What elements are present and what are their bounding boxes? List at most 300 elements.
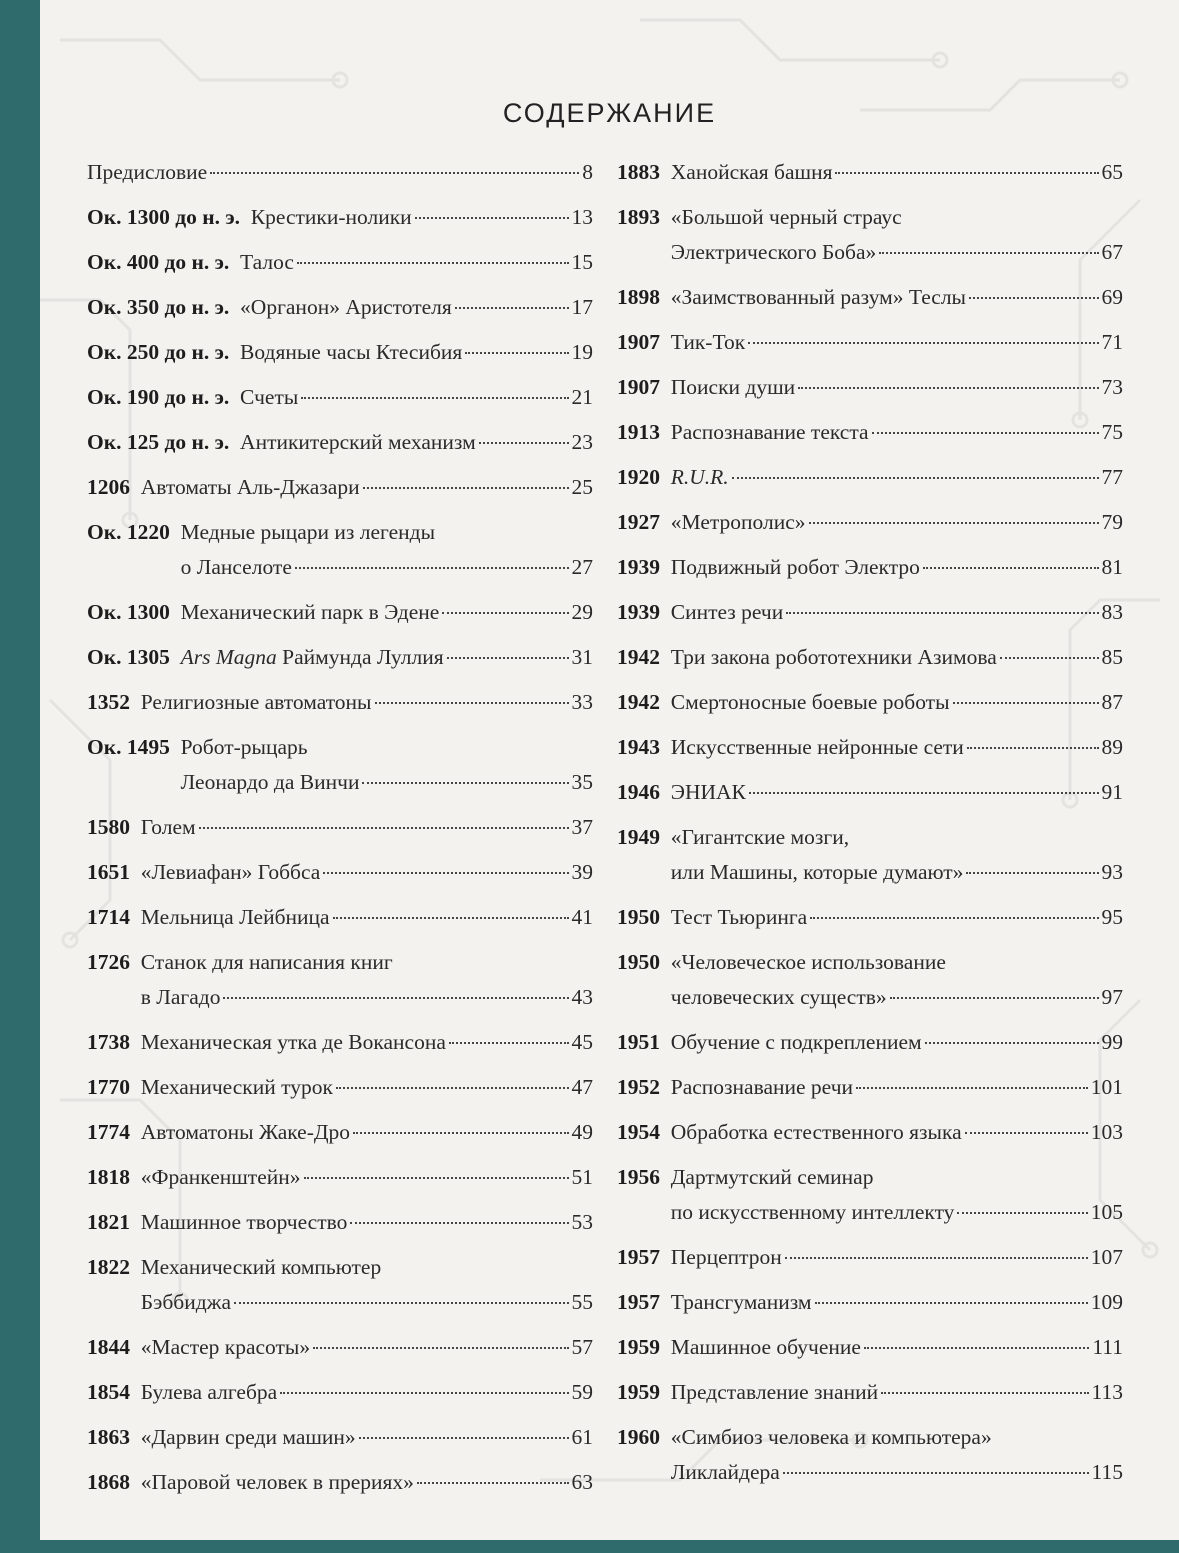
toc-entry [617,725,1123,770]
toc-entry-year: Ок. 400 до н. э. [87,250,230,274]
dot-leader [301,397,568,399]
toc-entry-year: 1942 [617,645,660,669]
toc-entry-page-number[interactable]: 97 [1101,985,1123,1009]
toc-entry-year: 1844 [87,1335,130,1359]
toc-entry [87,895,593,940]
toc-entry-line [87,805,593,850]
toc-entry-page-number[interactable]: 47 [571,1075,593,1099]
toc-entry [87,1460,593,1505]
toc-entry-page-number[interactable]: 15 [571,250,593,274]
dot-leader [479,442,569,444]
toc-entry-line [617,500,1123,545]
toc-entry-page-number[interactable]: 71 [1101,330,1123,354]
dot-leader [1000,657,1099,659]
toc-entry-page-number[interactable]: 103 [1090,1120,1123,1144]
toc-entry-title: Поиски души [670,375,796,399]
toc-entry-title: Ars Magna Раймунда Луллия [180,645,444,669]
toc-entry-line [87,550,593,585]
toc-entry [87,1415,593,1460]
toc-entry-page-number[interactable]: 111 [1092,1335,1123,1359]
toc-entry-line [617,1370,1123,1415]
toc-entry-page-number[interactable]: 45 [571,1030,593,1054]
dot-leader [449,1042,569,1044]
toc-entry-title: Подвижный робот Электро [670,555,920,579]
toc-entry-line [617,635,1123,680]
toc-entry-line [87,590,593,635]
dot-leader [879,252,1098,254]
toc-entry-title: Медные рыцари из легенды [180,520,436,544]
toc-entry-year: 1939 [617,600,660,624]
dot-leader [786,612,1098,614]
toc-right-column [617,150,1123,1495]
toc-entry-year: 1960 [617,1425,660,1449]
toc-entry-line [87,980,593,1015]
dot-leader [210,172,579,174]
toc-entry-page-number[interactable]: 87 [1101,690,1123,714]
toc-entry-page-number[interactable]: 29 [571,600,593,624]
toc-entry-title: «Метрополис» [670,510,806,534]
toc-entry [617,770,1123,815]
toc-entry-line [87,1020,593,1065]
toc-entry-year: 1957 [617,1245,660,1269]
toc-entry-year: 1863 [87,1425,130,1449]
toc-entry-year: 1651 [87,860,130,884]
toc-entry-title: «Заимствованный разум» Теслы [670,285,967,309]
toc-entry-line [617,980,1123,1015]
toc-entry [617,1235,1123,1280]
toc-entry-title: Дартмутский семинар [670,1165,874,1189]
toc-entry-page-number[interactable]: 105 [1090,1200,1123,1224]
toc-entry [617,150,1123,195]
toc-entry-title: Предисловие [87,160,208,184]
toc-entry-title-continued: или Машины, которые думают» [670,860,964,884]
toc-entry-title: Машинное обучение [670,1335,861,1359]
toc-entry-page-number[interactable]: 115 [1091,1460,1123,1484]
toc-entry-line [617,1160,1123,1195]
toc-entry-year: 1738 [87,1030,130,1054]
toc-entry [617,1415,1123,1495]
toc-entry-title-continued: Бэббиджа [140,1290,232,1314]
toc-entry-year: Ок. 350 до н. э. [87,295,230,319]
toc-entry [617,1280,1123,1325]
toc-entry-title: Ханойская башня [670,160,833,184]
toc-entry-year: Ок. 190 до н. э. [87,385,230,409]
toc-entry-page-number[interactable]: 19 [571,340,593,364]
toc-entry [617,275,1123,320]
dot-leader [783,1472,1089,1474]
toc-entry-line [87,945,593,980]
toc-entry-title: R.U.R. [670,465,729,489]
toc-entry-title: Мельница Лейбница [140,905,330,929]
toc-entry [617,940,1123,1020]
toc-entry-line [617,895,1123,940]
toc-entry-page-number[interactable]: 89 [1101,735,1123,759]
toc-entry-page-number[interactable]: 59 [571,1380,593,1404]
toc-entry [87,375,593,420]
toc-entry-line [87,850,593,895]
toc-entry-line [617,1420,1123,1455]
toc-entry-line [617,820,1123,855]
toc-entry-page-number[interactable]: 25 [571,475,593,499]
toc-entry-page-number[interactable]: 23 [571,430,593,454]
toc-entry-title: Искусственные нейронные сети [670,735,964,759]
dot-leader [234,1302,568,1304]
toc-entry-page-number[interactable]: 37 [571,815,593,839]
toc-entry-line [617,410,1123,455]
toc-entry-page-number[interactable]: 83 [1101,600,1123,624]
toc-entry-page-number[interactable]: 13 [571,205,593,229]
toc-entry-title: Автоматоны Жаке-Дро [140,1120,351,1144]
toc-entry-line [87,635,593,680]
toc-entry [87,465,593,510]
toc-entry-line [87,1250,593,1285]
toc-entry-title: Три закона робототехники Азимова [670,645,997,669]
dot-leader [856,1087,1088,1089]
toc-entry-year: 1954 [617,1120,660,1144]
toc-entry-title: Религиозные автоматоны [140,690,372,714]
toc-entry-year: 1913 [617,420,660,444]
toc-entry-year: 1907 [617,375,660,399]
dot-leader [925,1042,1099,1044]
toc-entry-year: 1952 [617,1075,660,1099]
toc-entry-page-number[interactable]: 95 [1101,905,1123,929]
toc-entry-title: Механический турок [140,1075,333,1099]
dot-leader [363,487,569,489]
toc-entry-page-number[interactable]: 33 [571,690,593,714]
toc-entry [87,635,593,680]
toc-entry-title: «Мастер красоты» [140,1335,311,1359]
toc-entry [87,590,593,635]
toc-entry-year: 1580 [87,815,130,839]
toc-entry-line [617,770,1123,815]
toc-entry-page-number[interactable]: 75 [1101,420,1123,444]
toc-entry [617,1110,1123,1155]
toc-entry-year: Ок. 1495 [87,735,170,759]
toc-entry-year: 1907 [617,330,660,354]
toc-entry-page-number[interactable]: 53 [571,1210,593,1234]
toc-entry [617,320,1123,365]
toc-entry-line [617,150,1123,195]
toc-entry-title: Булева алгебра [140,1380,278,1404]
toc-entry [617,815,1123,895]
dot-leader [359,1437,569,1439]
toc-entry-title: Робот-рыцарь [180,735,308,759]
dot-leader [864,1347,1089,1349]
toc-entry-year: 1927 [617,510,660,534]
toc-entry-line [617,1065,1123,1110]
toc-entry-title: «Дарвин среди машин» [140,1425,356,1449]
toc-entry-page-number[interactable]: 51 [571,1165,593,1189]
toc-entry-line [87,465,593,510]
toc-entry-year: 1854 [87,1380,130,1404]
toc-entry-line [617,725,1123,770]
toc-entry-year: 1942 [617,690,660,714]
toc-entry-page-number[interactable]: 49 [571,1120,593,1144]
toc-entry [87,420,593,465]
toc-entry-year: 1950 [617,950,660,974]
toc-entry-page-number[interactable]: 107 [1090,1245,1123,1269]
toc-entry-title: Голем [140,815,196,839]
toc-entry-title: Крестики-нолики [250,205,412,229]
toc-entry-year: 1821 [87,1210,130,1234]
toc-entry-title: Талос [240,250,294,274]
toc-entry-page-number[interactable]: 85 [1101,645,1123,669]
toc-entry-year: Ок. 1305 [87,645,170,669]
dot-leader [966,872,1098,874]
toc-entry-page-number[interactable]: 79 [1101,510,1123,534]
dot-leader [749,792,1099,794]
toc-entry-page-number[interactable]: 61 [571,1425,593,1449]
toc-entry-line [617,1325,1123,1370]
toc-entry-year: 1774 [87,1120,130,1144]
toc-entry-title-continued: Леонардо да Винчи [180,770,360,794]
toc-entry-year: 1206 [87,475,130,499]
toc-entry-page-number[interactable]: 57 [571,1335,593,1359]
dot-leader [890,997,1099,999]
toc-entry-page-number[interactable]: 81 [1101,555,1123,579]
toc-entry-title: ЭНИАК [670,780,746,804]
toc-entry-title: «Органон» Аристотеля [240,295,452,319]
toc-entry-line [617,545,1123,590]
toc-entry [617,365,1123,410]
toc-entry-title: Перцептрон [670,1245,782,1269]
toc-entry-title: «Франкенштейн» [140,1165,301,1189]
dot-leader [297,262,569,264]
toc-entry-line [87,285,593,330]
dot-leader [953,702,1099,704]
toc-entry-line [87,1155,593,1200]
book-page [40,0,1179,1540]
toc-entry-line [617,200,1123,235]
toc-entry [617,1325,1123,1370]
toc-entry-line [617,1455,1123,1490]
toc-entry [617,1020,1123,1065]
toc-entry-line [87,895,593,940]
toc-entry-line [87,195,593,240]
dot-leader [455,307,569,309]
toc-entry-title: Автоматы Аль-Джазари [140,475,360,499]
dot-leader [362,782,568,784]
toc-entry [87,1065,593,1110]
toc-entry [87,725,593,805]
toc-entry-line [87,515,593,550]
toc-entry-year: 1883 [617,160,660,184]
toc-entry-page-number[interactable]: 27 [571,555,593,579]
toc-entry-title: «Левиафан» Гоббса [140,860,321,884]
toc-entry [87,1110,593,1155]
toc-entry-year: 1868 [87,1470,130,1494]
dot-leader [872,432,1099,434]
dot-leader [923,567,1099,569]
toc-entry [617,500,1123,545]
toc-entry-line [87,730,593,765]
dot-leader [881,1392,1088,1394]
dot-leader [815,1302,1088,1304]
toc-entry [87,240,593,285]
toc-entry-page-number[interactable]: 93 [1101,860,1123,884]
toc-entry-title: Антикитерский механизм [240,430,476,454]
toc-entry-line [617,855,1123,890]
toc-entry-title: Механический компьютер [140,1255,382,1279]
toc-entry [617,1155,1123,1235]
toc-entry-line [617,1280,1123,1325]
toc-entry-line [617,1195,1123,1230]
toc-entry-year: 1893 [617,205,660,229]
toc-entry [87,1245,593,1325]
toc-entry-year: 1957 [617,1290,660,1314]
toc-entry-title-continued: Ликлайдера [670,1460,780,1484]
toc-entry-page-number[interactable]: 77 [1101,465,1123,489]
toc-entry-year: 1959 [617,1380,660,1404]
toc-entry-page-number[interactable]: 17 [571,295,593,319]
toc-entry-page-number[interactable]: 91 [1101,780,1123,804]
toc-entry [87,940,593,1020]
toc-entry-title: «Большой черный страус [670,205,902,229]
toc-entry-line [87,1200,593,1245]
toc-entry-year: 1726 [87,950,130,974]
toc-entry-title: Тест Тьюринга [670,905,808,929]
toc-entry-line [617,680,1123,725]
toc-entry [617,1370,1123,1415]
toc-entry-title: Синтез речи [670,600,784,624]
toc-entry-title: Машинное творчество [140,1210,348,1234]
toc-entry-line [617,235,1123,270]
toc-entry-line [617,1235,1123,1280]
toc-entry [617,895,1123,940]
toc-entry-title: Водяные часы Ктесибия [240,340,463,364]
toc-entry-page-number[interactable]: 31 [571,645,593,669]
toc-entry [87,195,593,240]
toc-entry-year: 1714 [87,905,130,929]
dot-leader [835,172,1098,174]
toc-entry [617,590,1123,635]
toc-entry [87,805,593,850]
toc-entry-year: 1920 [617,465,660,489]
toc-entry-page-number[interactable]: 73 [1101,375,1123,399]
toc-entry-page-number[interactable]: 39 [571,860,593,884]
toc-entry-title: Обучение с подкреплением [670,1030,922,1054]
toc-entry-page-number[interactable]: 55 [571,1290,593,1314]
dot-leader [304,1177,569,1179]
toc-entry-year: 1949 [617,825,660,849]
toc-entry-line [87,330,593,375]
dot-leader [465,352,568,354]
toc-entry-page-number[interactable]: 8 [582,160,593,184]
toc-entry-year: 1959 [617,1335,660,1359]
dot-leader [442,612,568,614]
dot-leader [957,1212,1087,1214]
dot-leader [967,747,1099,749]
toc-entry-page-number[interactable]: 35 [571,770,593,794]
toc-entry [87,1200,593,1245]
toc-entry [87,330,593,375]
toc-entry-page-number[interactable]: 67 [1101,240,1123,264]
toc-entry-page-number[interactable]: 43 [571,985,593,1009]
toc-entry [87,850,593,895]
toc-entry-page-number[interactable]: 69 [1101,285,1123,309]
toc-entry-year: 1943 [617,735,660,759]
dot-leader [447,657,569,659]
toc-entry-year: Ок. 1300 до н. э. [87,205,241,229]
toc-entry-line [617,455,1123,500]
toc-entry [617,455,1123,500]
dot-leader [295,567,569,569]
toc-entry-line [617,945,1123,980]
toc-entry-year: 1956 [617,1165,660,1189]
toc-entry-line [87,1415,593,1460]
toc-entry-year: 1946 [617,780,660,804]
toc-entry-title: Механический парк в Эдене [180,600,440,624]
toc-entry-page-number[interactable]: 65 [1101,160,1123,184]
toc-entry-line [87,765,593,800]
dot-leader [223,997,568,999]
toc-entry-year: 1352 [87,690,130,714]
toc-entry-line [87,1370,593,1415]
toc-entry-line [87,1110,593,1155]
toc-entry-title: Смертоносные боевые роботы [670,690,950,714]
toc-entry-year: 1939 [617,555,660,579]
toc-entry-line [617,275,1123,320]
toc-entry-page-number[interactable]: 41 [571,905,593,929]
dot-leader [809,522,1099,524]
toc-entry [87,1370,593,1415]
toc-entry-page-number[interactable]: 113 [1091,1380,1123,1404]
toc-entry [87,1155,593,1200]
dot-leader [969,297,1098,299]
dot-leader [415,217,569,219]
dot-leader [965,1132,1088,1134]
toc-entry [87,285,593,330]
toc-entry-line [87,680,593,725]
toc-entry-year: 1951 [617,1030,660,1054]
dot-leader [313,1347,568,1349]
toc-entry-line [617,1110,1123,1155]
toc-entry-page-number[interactable]: 63 [571,1470,593,1494]
toc-entry [87,510,593,590]
toc-entry-page-number[interactable]: 109 [1090,1290,1123,1314]
toc-entry [617,545,1123,590]
toc-entry-title: «Симбиоз человека и компьютера» [670,1425,992,1449]
toc-entry-page-number[interactable]: 99 [1101,1030,1123,1054]
toc-entry-title: Станок для написания книг [140,950,393,974]
dot-leader [732,477,1099,479]
toc-entry-line [617,365,1123,410]
toc-entry-year: 1818 [87,1165,130,1189]
toc-entry-title-continued: о Ланселоте [180,555,292,579]
toc-entry-page-number[interactable]: 101 [1090,1075,1123,1099]
toc-entry-year: 1950 [617,905,660,929]
toc-entry-title: «Человеческое использование [670,950,946,974]
toc-entry-title-continued: в Лагадо [140,985,221,1009]
dot-leader [375,702,569,704]
dot-leader [353,1132,568,1134]
toc-entry-line [87,240,593,285]
toc-entry-year: Ок. 1300 [87,600,170,624]
toc-entry-title: Счеты [240,385,299,409]
toc-entry-page-number[interactable]: 21 [571,385,593,409]
toc-entry [617,635,1123,680]
dot-leader [785,1257,1088,1259]
toc-entry [87,1020,593,1065]
contents-heading: СОДЕРЖАНИЕ [502,98,717,128]
toc-entry-year: 1770 [87,1075,130,1099]
toc-entry-line [87,150,593,195]
dot-leader [336,1087,569,1089]
toc-entry-title-continued: человеческих существ» [670,985,887,1009]
toc-entry-title: Механическая утка де Вокансона [140,1030,446,1054]
toc-entry-title: Обработка естественного языка [670,1120,962,1144]
dot-leader [748,342,1098,344]
